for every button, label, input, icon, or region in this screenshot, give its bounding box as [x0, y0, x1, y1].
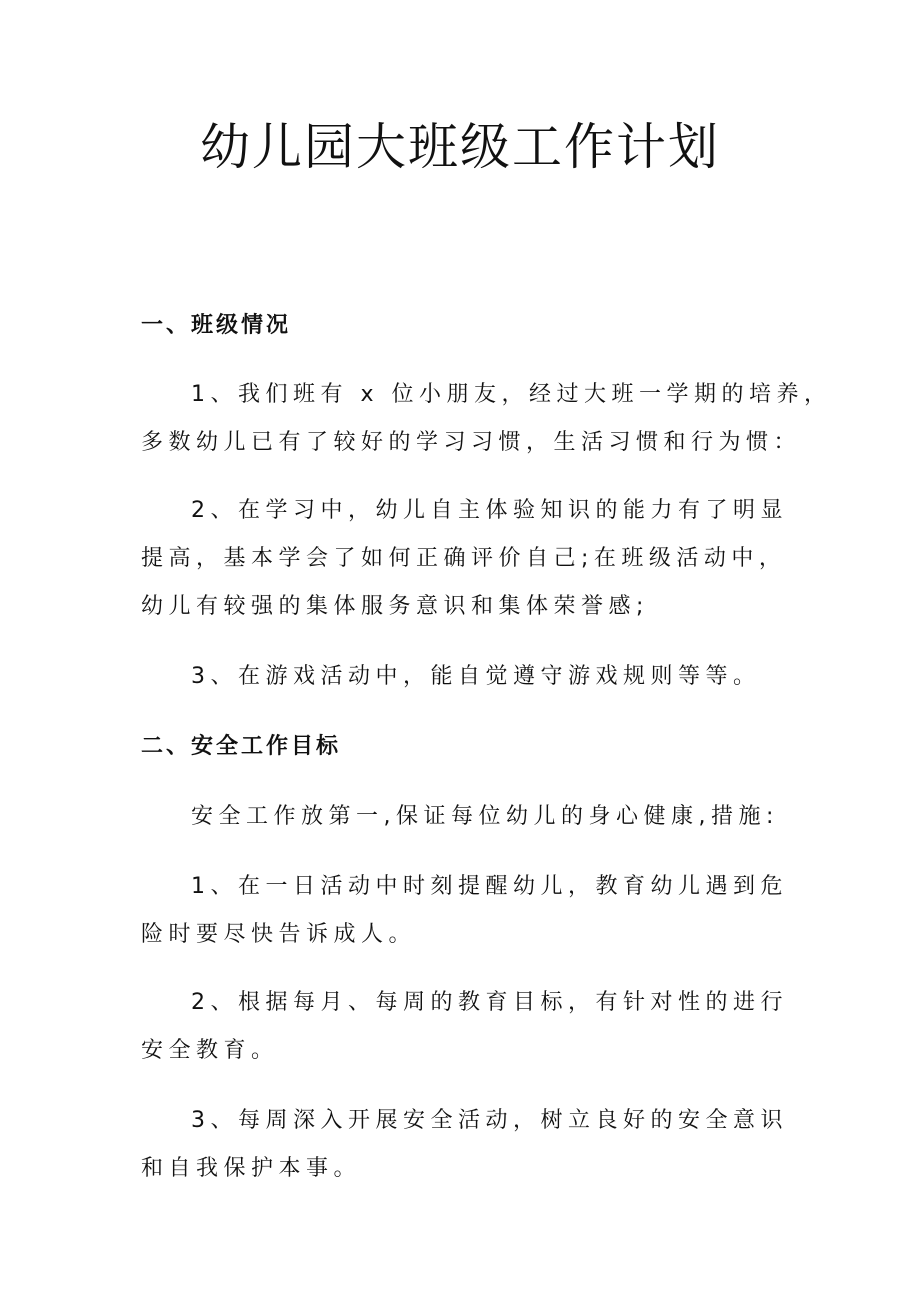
section-heading-safety-goals: 二、安全工作目标	[141, 734, 342, 759]
paragraph-line: 3、在游戏活动中，能自觉遵守游戏规则等等。	[191, 664, 761, 689]
paragraph-line: 安全工作放第一,保证每位幼儿的身心健康,措施:	[191, 804, 779, 829]
paragraph-line: 安全教育。	[141, 1038, 279, 1063]
paragraph-line: 1、我们班有 x 位小朋友，经过大班一学期的培养，	[191, 382, 832, 407]
paragraph-line: 险时要尽快告诉成人。	[141, 922, 417, 947]
section-heading-class-situation: 一、班级情况	[141, 313, 292, 338]
paragraph-line: 2、根据每月、每周的教育目标，有针对性的进行	[191, 990, 788, 1015]
paragraph-line: 和自我保护本事。	[141, 1156, 362, 1181]
paragraph-line: 3、每周深入开展安全活动，树立良好的安全意识	[191, 1108, 788, 1133]
paragraph-line: 2、在学习中，幼儿自主体验知识的能力有了明显	[191, 498, 788, 523]
paragraph-line: 1、在一日活动中时刻提醒幼儿，教育幼儿遇到危	[191, 874, 788, 899]
paragraph-line: 幼儿有较强的集体服务意识和集体荣誉感;	[141, 594, 649, 619]
paragraph-line: 多数幼儿已有了较好的学习习惯，生活习惯和行为惯：	[141, 430, 802, 455]
document-title: 幼儿园大班级工作计划	[200, 118, 720, 176]
paragraph-line: 提高，基本学会了如何正确评价自己;在班级活动中，	[141, 546, 787, 571]
